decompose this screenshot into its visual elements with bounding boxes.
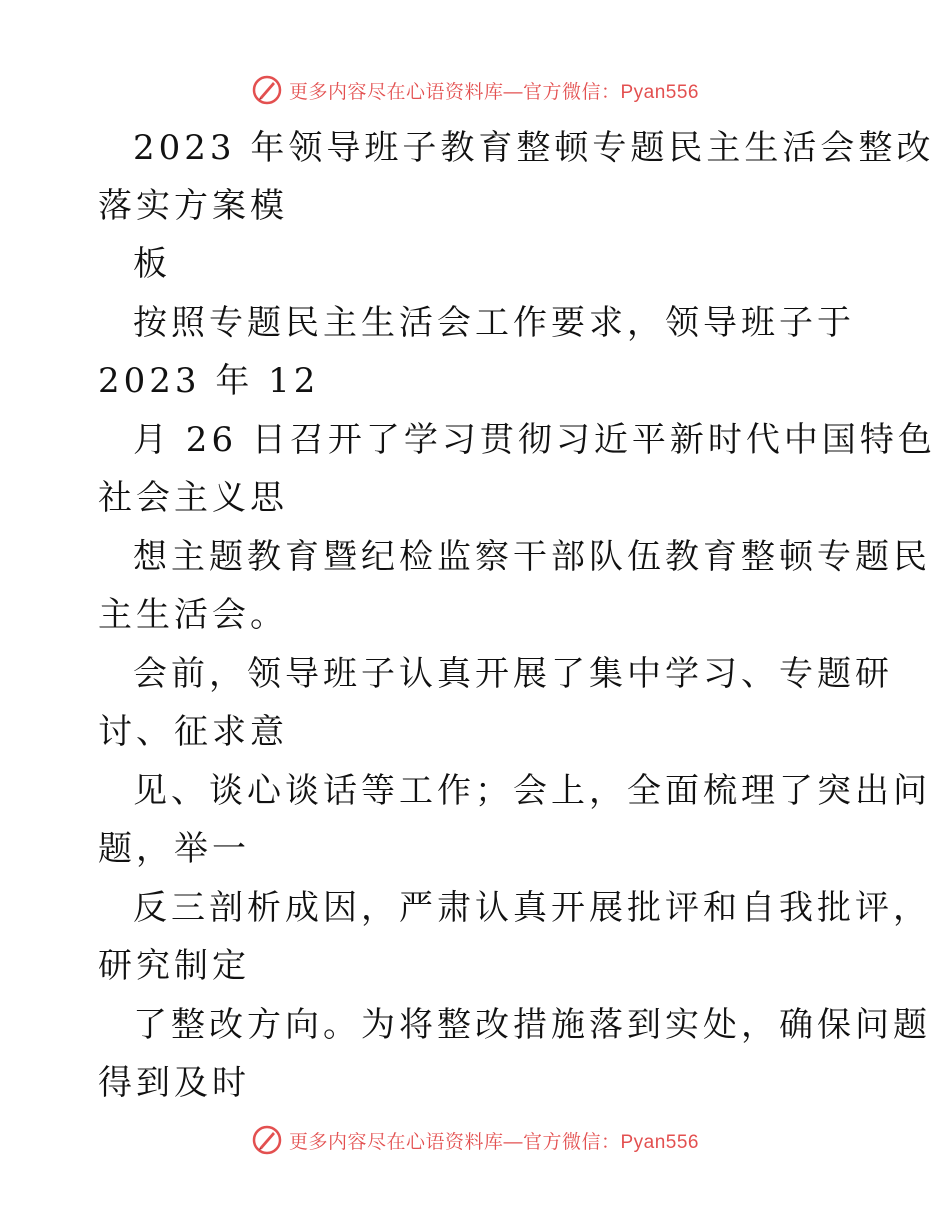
text-line: 见、谈心谈话等工作；会上，全面梳理了突出问 — [133, 771, 931, 811]
quill-logo-icon — [251, 1124, 283, 1156]
text-line: 会前，领导班子认真开展了集中学习、专题研 — [133, 654, 893, 694]
text-line: 主生活会。 — [98, 595, 288, 635]
text-line: 想主题教育暨纪检监察干部队伍教育整顿专题民 — [133, 537, 931, 577]
text-line: 板 — [133, 244, 171, 284]
header-watermark-text: 更多内容尽在心语资料库—官方微信：Pyan556 — [288, 81, 699, 103]
text-line: 讨、征求意 — [98, 712, 288, 752]
text-line: 按照专题民主生活会工作要求，领导班子于 — [133, 303, 855, 343]
text-line: 得到及时 — [98, 1063, 250, 1103]
text-line: 反三剖析成因，严肃认真开展批评和自我批评， — [133, 888, 931, 928]
footer-watermark — [0, 1120, 950, 1160]
text-line: 月 26 日召开了学习贯彻习近平新时代中国特色 — [133, 420, 936, 460]
text-line: 题，举一 — [98, 829, 250, 869]
text-line: 2023 年 12 — [98, 361, 320, 401]
text-line: 研究制定 — [98, 946, 250, 986]
text-line: 2023 年领导班子教育整顿专题民主生活会整改 — [133, 128, 935, 168]
footer-watermark-text: 更多内容尽在心语资料库—官方微信：Pyan556 — [288, 1131, 699, 1153]
text-line: 社会主义思 — [98, 478, 288, 518]
text-line: 了整改方向。为将整改措施落到实处，确保问题 — [133, 1005, 931, 1045]
text-line: 落实方案模 — [98, 186, 288, 226]
